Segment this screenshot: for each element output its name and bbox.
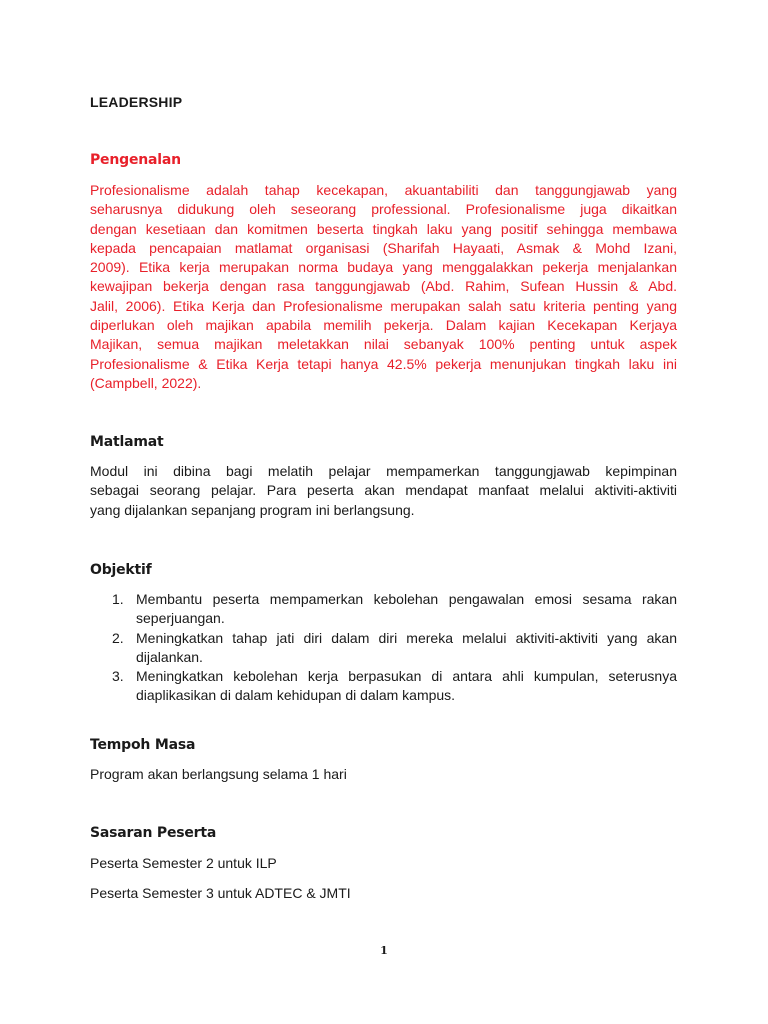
paragraph-line: seharusnya didukung oleh seseorang professional. Profesionalisme juga dikaitkan [90, 201, 677, 218]
paragraph-line: yang dijalankan sepanjang program ini berlangsung. [90, 501, 415, 518]
list-item [90, 590, 677, 629]
paragraph-line: Jalil, 2006). Etika Kerja dan Profesionalisme merupakan salah satu kriteria penting yang [90, 297, 677, 314]
pengenalan-paragraph [90, 181, 677, 393]
document-page [90, 0, 677, 1024]
list-item-line: Membantu peserta mempamerkan kebolehan pengawalan emosi sesama rakan [136, 591, 677, 607]
tempoh-masa-text: Program akan berlangsung selama 1 hari [90, 766, 347, 782]
paragraph-line: Modul ini dibina bagi melatih pelajar mempamerkan tanggungjawab kepimpinan [90, 463, 677, 479]
page-number: 1 [380, 944, 388, 957]
tempoh-masa-heading: Tempoh Masa [90, 737, 196, 753]
paragraph-line: (Campbell, 2022). [90, 374, 202, 391]
paragraph-line: kepada pencapaian matlamat organisasi (Sharifah Hayaati, Asmak & Mohd Izani, [90, 239, 677, 256]
sasaran-peserta-line: Peserta Semester 3 untuk ADTEC & JMTI [90, 885, 351, 901]
sasaran-peserta-heading: Sasaran Peserta [90, 825, 217, 841]
sasaran-peserta-line: Peserta Semester 2 untuk ILP [90, 855, 277, 871]
list-item-line: Meningkatkan tahap jati diri dalam diri mereka melalui aktiviti-aktiviti yang akan [136, 629, 677, 646]
paragraph-line: kewajipan bekerja dengan rasa tanggungjawab (Abd. Rahim, Sufean Hussin & Abd. [90, 278, 677, 295]
pengenalan-heading: Pengenalan [90, 152, 181, 168]
paragraph-line: Profesionalisme adalah tahap kecekapan, akuantabiliti dan tanggungjawab yang [90, 182, 677, 198]
objektif-list [90, 590, 677, 706]
paragraph-line: dengan kesetiaan dan komitmen beserta tingkah laku yang positif sehingga membawa [90, 220, 677, 237]
paragraph-line: Majikan, semua majikan meletakkan nilai sebanyak 100% penting untuk aspek [90, 336, 677, 353]
paragraph-line: 2009). Etika kerja merupakan norma budaya yang menggalakkan pekerja menjalankan [90, 259, 677, 276]
list-item-line: diaplikasikan di dalam kehidupan di dalam kampus. [136, 687, 456, 704]
list-item-number: 3. [112, 668, 124, 685]
matlamat-heading: Matlamat [90, 434, 164, 450]
objektif-heading: Objektif [90, 562, 152, 578]
paragraph-line: diperlukan oleh majikan apabila memilih pekerja. Dalam kajian Kecekapan Kerjaya [90, 317, 677, 334]
list-item [90, 629, 677, 668]
list-item-line: seperjuangan. [136, 610, 225, 627]
list-item-number: 2. [112, 629, 124, 646]
list-item-line: Meningkatkan kebolehan kerja berpasukan di antara ahli kumpulan, seterusnya [136, 668, 677, 685]
list-item-number: 1. [112, 591, 124, 607]
paragraph-line: sebagai seorang pelajar. Para peserta akan mendapat manfaat melalui aktiviti-aktiviti [90, 482, 677, 499]
list-item-line: dijalankan. [136, 648, 203, 665]
document-title: LEADERSHIP [90, 94, 183, 110]
paragraph-line: Profesionalisme & Etika Kerja tetapi hanya 42.5% pekerja menunjukan tingkah laku ini [90, 355, 677, 372]
matlamat-paragraph [90, 462, 677, 520]
list-item [90, 667, 677, 706]
